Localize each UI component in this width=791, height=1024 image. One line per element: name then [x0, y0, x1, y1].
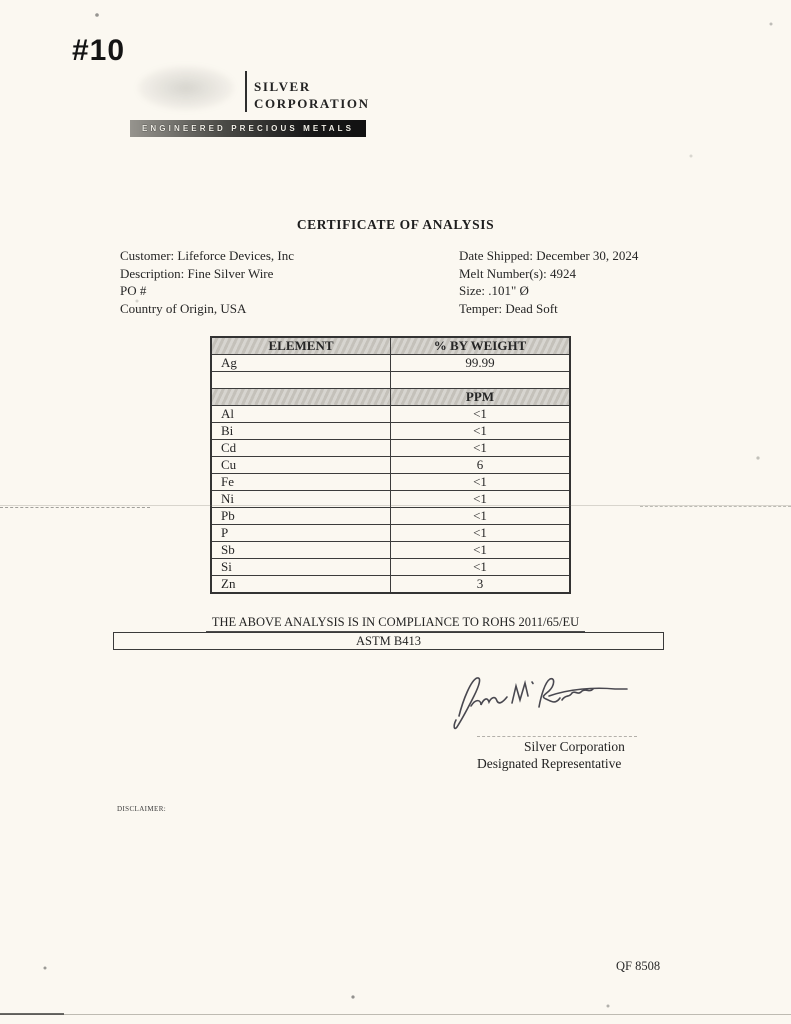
table-row-ag [211, 355, 570, 372]
size-line: Size: .101" Ø [459, 283, 529, 299]
value-cell: 6 [391, 456, 571, 473]
value-cell: <1 [391, 524, 571, 541]
company-name-line2: CORPORATION [254, 96, 370, 111]
disclaimer-label: DISCLAIMER: [117, 805, 167, 813]
element-cell: P [211, 524, 391, 541]
scan-bottom-edge-dark [0, 1013, 64, 1015]
paper-fold-dashes-right [640, 506, 791, 507]
paper-fold-dashes-left [0, 507, 150, 508]
sheet-number-annotation: #10 [72, 34, 126, 67]
value-cell: <1 [391, 422, 571, 439]
company-name-line1: SILVER [254, 79, 311, 94]
table-row-p [211, 524, 570, 541]
table-row-si [211, 558, 570, 575]
analysis-table [210, 336, 571, 594]
element-cell: Cd [211, 439, 391, 456]
date-shipped-line: Date Shipped: December 30, 2024 [459, 248, 639, 263]
ppm-header-row [211, 388, 570, 405]
empty-header-cell [211, 388, 391, 405]
element-cell: Sb [211, 541, 391, 558]
element-cell: Fe [211, 473, 391, 490]
table-row-fe [211, 473, 570, 490]
customer-line: Customer: Lifeforce Devices, Inc [120, 248, 294, 263]
value-cell: <1 [391, 558, 571, 575]
signee-company: Silver Corporation [524, 739, 625, 754]
weight-header-cell: % BY WEIGHT [391, 337, 571, 355]
table-header-row [211, 337, 570, 355]
company-name [254, 78, 370, 112]
logo-mark-faded [138, 66, 234, 110]
element-cell: Bi [211, 422, 391, 439]
shipment-info-block [459, 247, 638, 317]
value-cell: <1 [391, 507, 571, 524]
description-line: Description: Fine Silver Wire [120, 265, 274, 281]
element-cell: Pb [211, 507, 391, 524]
signature-line [477, 736, 637, 737]
table-row-bi [211, 422, 570, 439]
scan-bottom-edge [0, 1014, 791, 1015]
astm-standard-box: ASTM B413 [113, 632, 664, 650]
value-cell: <1 [391, 541, 571, 558]
scan-specks [0, 0, 2, 2]
table-row-al [211, 405, 570, 422]
table-row-pb [211, 507, 570, 524]
element-cell: Al [211, 405, 391, 422]
element-header-cell: ELEMENT [211, 337, 391, 355]
empty-cell [391, 372, 571, 389]
element-cell: Cu [211, 456, 391, 473]
element-cell: Si [211, 558, 391, 575]
spacer-row [211, 372, 570, 389]
table-row-cu [211, 456, 570, 473]
temper-line: Temper: Dead Soft [459, 300, 558, 316]
signee-role: Designated Representative [477, 756, 622, 771]
logo-divider-bar [245, 71, 247, 112]
value-cell: <1 [391, 439, 571, 456]
value-cell: <1 [391, 473, 571, 490]
ppm-header-cell: PPM [391, 388, 571, 405]
table-row-sb [211, 541, 570, 558]
tagline-banner: ENGINEERED PRECIOUS METALS [130, 120, 366, 137]
handwritten-signature [449, 666, 639, 732]
empty-cell [211, 372, 391, 389]
element-cell: Ni [211, 490, 391, 507]
value-cell: 3 [391, 575, 571, 593]
value-cell: <1 [391, 405, 571, 422]
table-row-zn [211, 575, 570, 593]
value-cell: 99.99 [391, 355, 571, 372]
po-line: PO # [120, 283, 147, 299]
form-number: QF 8508 [616, 959, 661, 973]
melt-number-line: Melt Number(s): 4924 [459, 265, 576, 281]
element-cell: Ag [211, 355, 391, 372]
document-title: CERTIFICATE OF ANALYSIS [296, 217, 495, 232]
compliance-statement: THE ABOVE ANALYSIS IS IN COMPLIANCE TO ROHS 2011/65/EU [0, 615, 791, 632]
table-row-cd [211, 439, 570, 456]
value-cell: <1 [391, 490, 571, 507]
customer-info-block [120, 247, 294, 317]
origin-line: Country of Origin, USA [120, 300, 247, 316]
element-cell: Zn [211, 575, 391, 593]
